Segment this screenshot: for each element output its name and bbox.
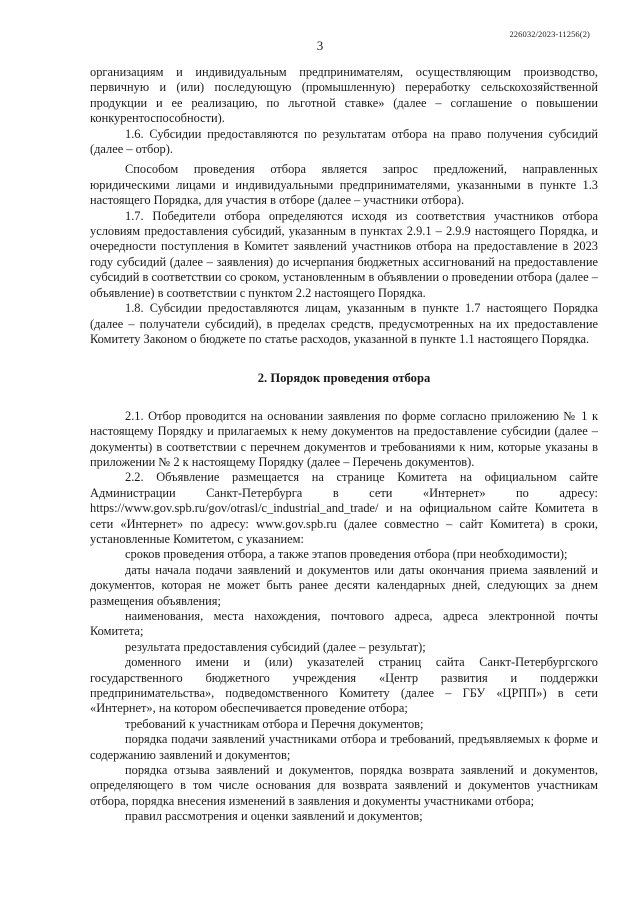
page-number: 3 [316, 38, 324, 53]
list-item: даты начала подачи заявлений и документов или даты окончания приема заявлений и документов, которая не может быть ранее десяти календарных дней, следующих за днем размещения объявления; [90, 562, 598, 608]
paragraph-1-8: 1.8. Субсидии предоставляются лицам, указанным в пункте 1.7 настоящего Порядка (далее – получатели субсидий), в пределах средств, предусмотренных на их предоставление Комитету Законом о бюджете по статье расходов, указанной в пункте 1.1 настоящего Порядка. [90, 301, 598, 346]
list-item: требований к участникам отбора и Перечня документов; [125, 716, 424, 731]
document-registration-number: 226032/2023-11256(2) [509, 29, 590, 39]
list-item: сроков проведения отбора, а также этапов проведения отбора (при необходимости); [125, 547, 568, 562]
list-item: результата предоставления субсидий (далее – результат); [125, 639, 426, 654]
paragraph-2-2: 2.2. Объявление размещается на странице Комитета на официальном сайте Администрации Санкт-Петербурга в сети «Интернет» по адресу: https://www.gov.spb.ru/gov/otrasl/c_industrial_and_trade/ и на официальном сайте Комитета в сети «Интернет» по адресу: www.gov.spb.ru (далее совместно – сайт Комитета) в сроки, установленные Комитетом, с указанием: [90, 470, 598, 546]
document-body [90, 65, 598, 825]
list-item: наименования, места нахождения, почтового адреса, адреса электронной почты Комитета; [90, 609, 598, 639]
paragraph-1-7: 1.7. Победители отбора определяются исходя из соответствия участников отбора условиям предоставления субсидий, указанным в пунктах 2.9.1 – 2.9.9 настоящего Порядка, и очередности поступления в Комитет заявлений участников отбора на предоставление в 2023 году субсидий (далее – заявления) до исчерпания бюджетных ассигнований на предоставление субсидий в соответствии со сроком, установленным в объявлении о проведении отбора (далее – объявление) в соответствии с пунктом 2.2 настоящего Порядка. [90, 208, 598, 300]
paragraph-continuation: организациям и индивидуальным предпринимателям, осуществляющим производство, первичную и (или) последующую (промышленную) переработку сельскохозяйственной продукции и ее реализацию, по льготной ставке» (далее – соглашение о повышении конкурентоспособности). [90, 65, 598, 126]
paragraph-2-1: 2.1. Отбор проводится на основании заявления по форме согласно приложению № 1 к настоящему Порядку и прилагаемых к нему документов на предоставление субсидии (далее – документы) в соответствии с перечнем документов и требованиями к ним, которые указаны в приложении № 2 к настоящему Порядку (далее – Перечень документов). [90, 408, 598, 469]
section-heading: 2. Порядок проведения отбора [257, 371, 431, 386]
paragraph-selection-method: Способом проведения отбора является запрос предложений, направленных юридическими лицами и индивидуальными предпринимателями, указанными в пункте 1.3 настоящего Порядка, для участия в отборе (далее – участники отбора). [90, 162, 598, 208]
list-item: доменного имени и (или) указателей страниц сайта Санкт-Петербургского государственного бюджетного учреждения «Центр развития и поддержки предпринимательства», подведомственного Комитету (далее – ГБУ «ЦРПП») в сети «Интернет», на котором обеспечивается проведение отбора; [90, 655, 598, 716]
list-item: правил рассмотрения и оценки заявлений и документов; [125, 809, 423, 824]
paragraph-1-6: 1.6. Субсидии предоставляются по результатам отбора на право получения субсидий (далее – отбор). [90, 126, 598, 157]
list-item: порядка подачи заявлений участниками отбора и требований, предъявляемых к форме и содержанию заявлений и документов; [90, 732, 598, 762]
list-item: порядка отзыва заявлений и документов, порядка возврата заявлений и документов, определяющего в том числе основания для возврата заявлений и документов участникам отбора, порядка внесения изменений в заявления и документы участниками отбора; [90, 763, 598, 808]
